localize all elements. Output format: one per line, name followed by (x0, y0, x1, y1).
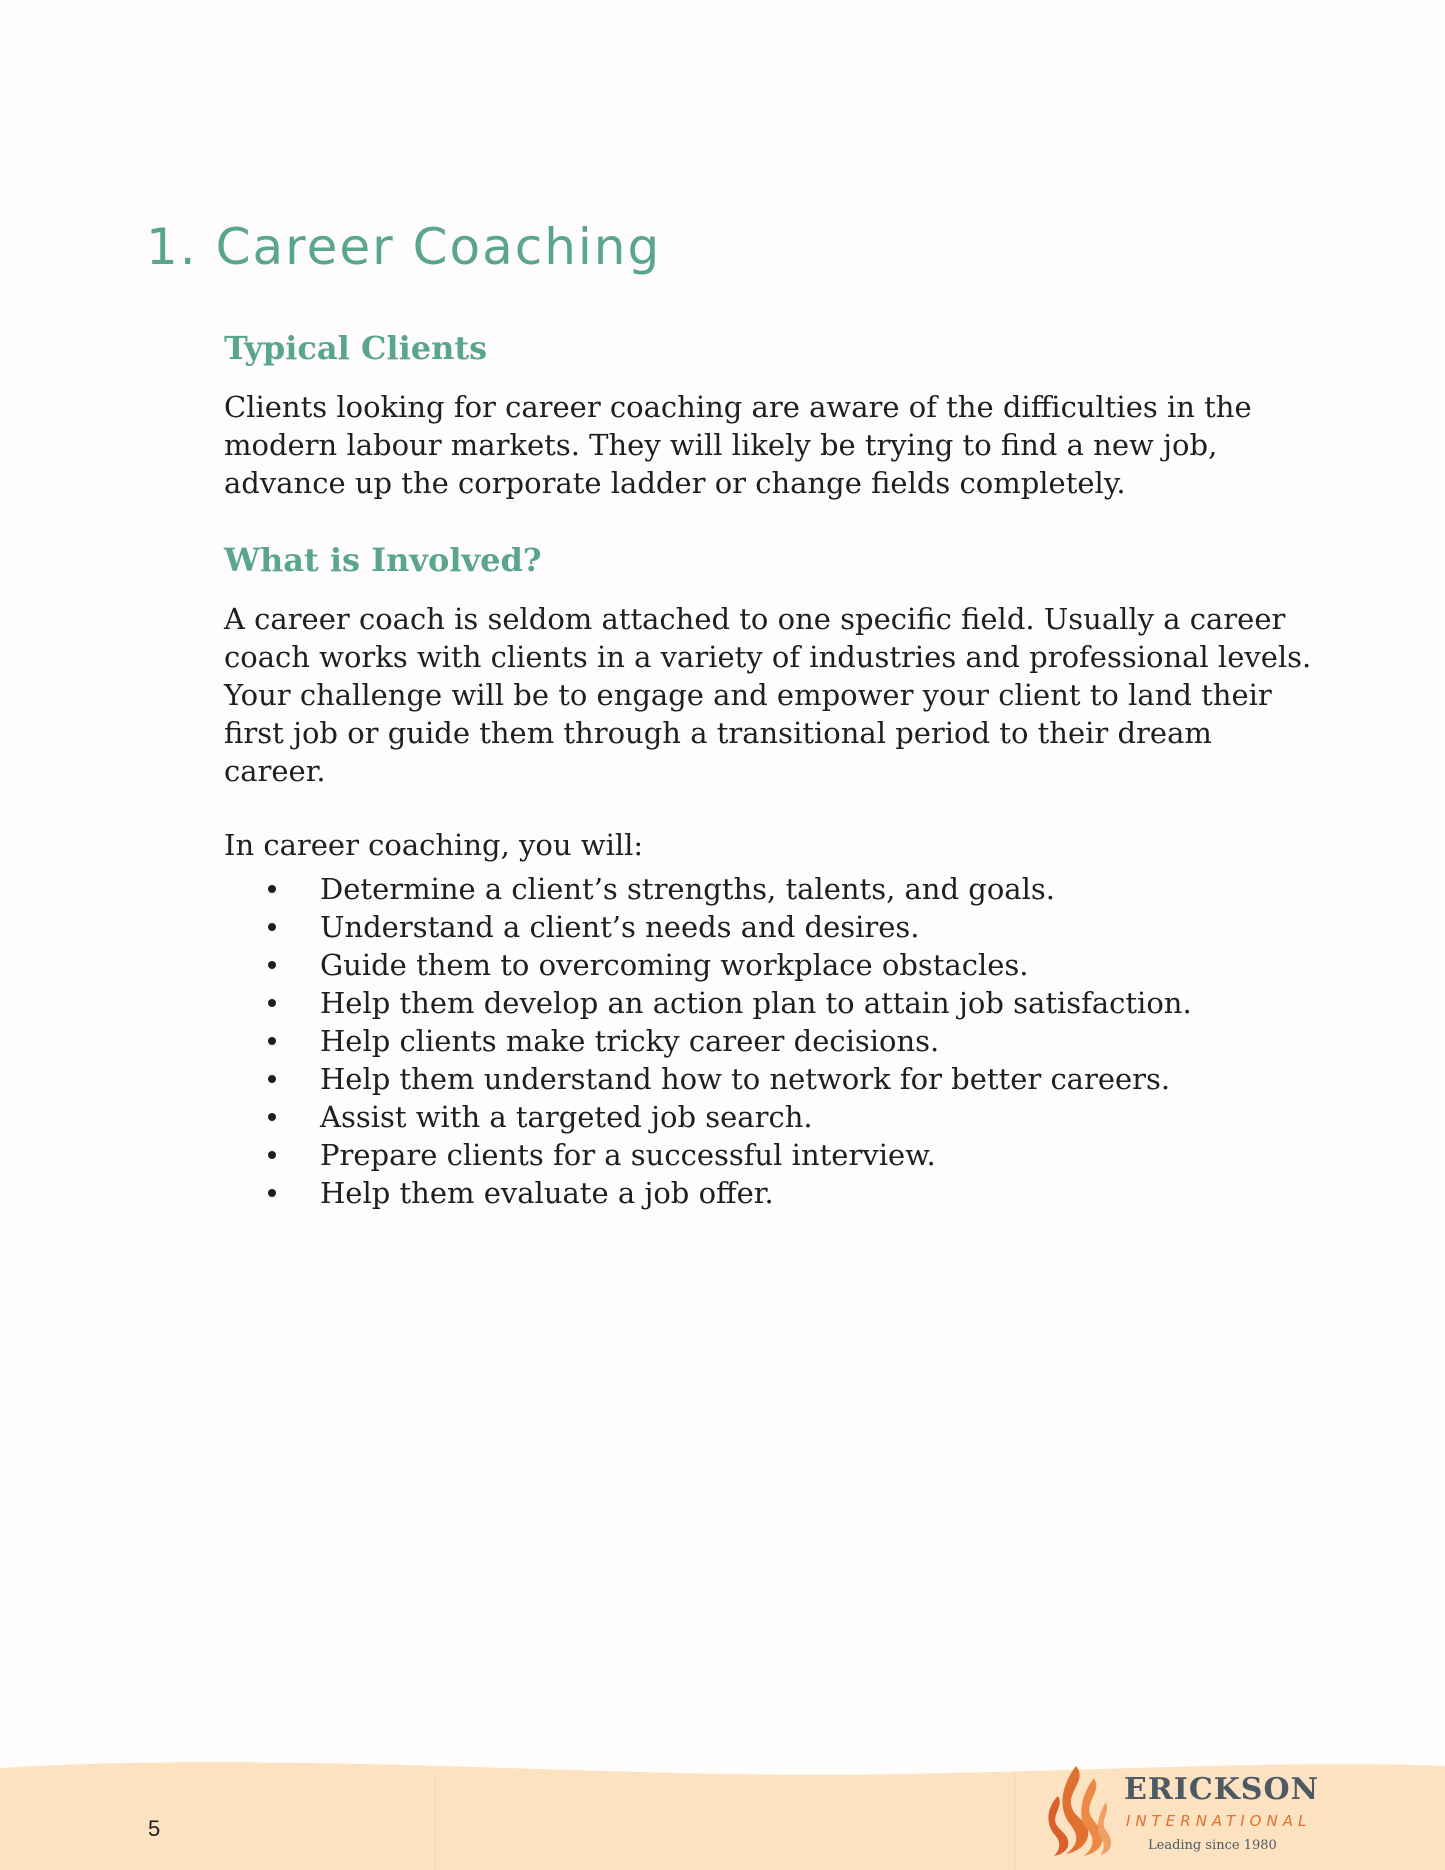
bullet-dot (268, 1151, 276, 1159)
page-number: 5 (148, 1816, 161, 1841)
bullet-list (224, 870, 1314, 1212)
list-item-text: Help clients make tricky career decisions. (320, 1024, 940, 1058)
typical-clients-paragraph: Clients looking for career coaching are aware of the difficulties in the modern labour markets. They will likely be trying to find a new job, advance up the corporate ladder or change fields completely. (224, 390, 1252, 500)
list-item-text: Determine a client’s strengths, talents, and goals. (320, 872, 1055, 906)
logo-tagline: Leading since 1980 (1148, 1838, 1277, 1853)
bullet-dot (268, 1189, 276, 1197)
list-item-text: Guide them to overcoming workplace obstacles. (320, 948, 1029, 982)
list-item (224, 870, 1314, 908)
list-item-text: Prepare clients for a successful interview. (320, 1138, 936, 1172)
list-item (224, 908, 1314, 946)
bullet-dot (268, 1075, 276, 1083)
list-item-text: Understand a client’s needs and desires. (320, 910, 920, 944)
list-item-text: Assist with a targeted job search. (320, 1100, 813, 1134)
bullet-list-intro: In career coaching, you will: (224, 828, 644, 862)
bullet-dot (268, 1113, 276, 1121)
section-heading-typical-clients: Typical Clients (224, 329, 488, 367)
logo-subtitle: INTERNATIONAL (1126, 1812, 1312, 1830)
page-title: 1. Career Coaching (146, 218, 662, 276)
list-item (224, 1060, 1314, 1098)
list-item-text: Help them develop an action plan to attain job satisfaction. (320, 986, 1192, 1020)
list-item (224, 1098, 1314, 1136)
section-heading-what-is-involved: What is Involved? (224, 541, 542, 579)
bullet-dot (268, 923, 276, 931)
list-item-text: Help them evaluate a job offer. (320, 1176, 774, 1210)
what-is-involved-paragraph: A career coach is seldom attached to one specific field. Usually a career coach works with clients in a variety of industries and professional levels. Your challenge will be to engage and empower your client to land their first job or guide them through a transitional period to their dream career. (224, 602, 1312, 788)
bullet-dot (268, 999, 276, 1007)
logo-name: ERICKSON (1124, 1772, 1320, 1807)
main-content (224, 320, 1314, 1212)
list-item (224, 984, 1314, 1022)
list-item (224, 946, 1314, 984)
list-item (224, 1022, 1314, 1060)
list-item (224, 1174, 1314, 1212)
bullet-dot (268, 885, 276, 893)
list-item-text: Help them understand how to network for better careers. (320, 1062, 1171, 1096)
list-item (224, 1136, 1314, 1174)
erickson-logo (1036, 1762, 1326, 1862)
bullet-dot (268, 1037, 276, 1045)
flame-icon (1036, 1762, 1122, 1858)
bullet-dot (268, 961, 276, 969)
